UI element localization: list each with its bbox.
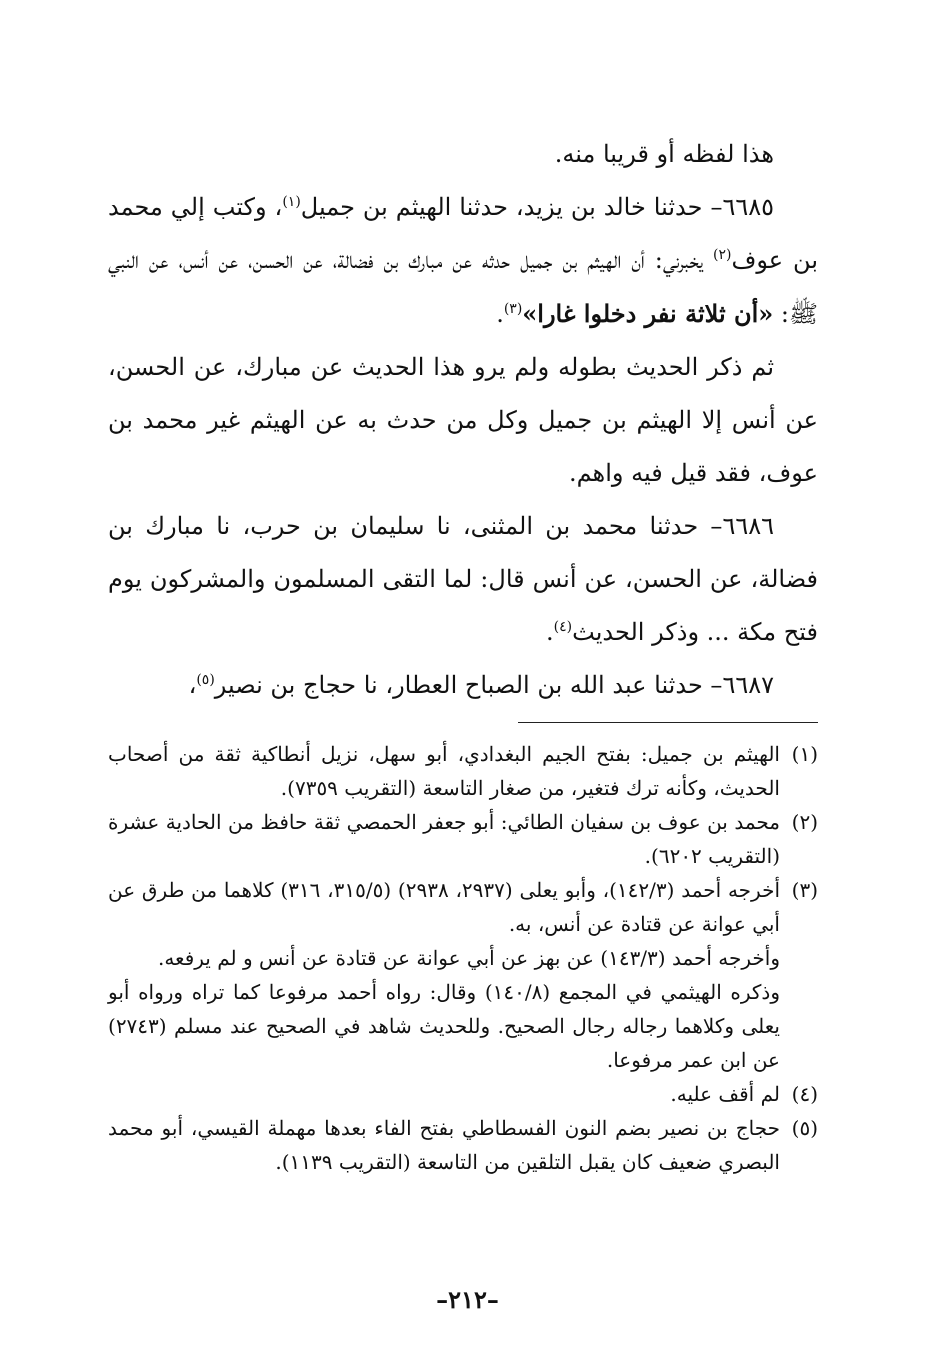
hadith-6685 [108,181,818,341]
hadith-6685-text-c: يخبرني: أن الهيثم بن جميل حدثه عن مبارك بن فضالة، عن الحسن، عن أنس، عن النبي ﷺ: [108,246,818,328]
footnote-2 [108,805,818,873]
main-text [108,128,818,712]
footnote-ref-1[interactable]: (١) [282,194,301,210]
footnote-1 [108,737,818,805]
hadith-6686-text-b: . [546,618,554,646]
footnote-3-part-b: وأخرجه أحمد (١٤٣/٣) عن بهز عن أبي عوانة عن قتادة عن أنس و لم يرفعه. [157,946,780,970]
footnote-text: لم أقف عليه. [670,1082,780,1106]
footnote-number: (٤) [791,1082,818,1106]
footnotes [108,737,818,1179]
footnote-number: (١) [791,742,818,766]
hadith-6686-text-a: ٦٦٨٦– حدثنا محمد بن المثنى، نا سليمان بن حرب، نا مبارك بن فضالة، عن الحسن، عن أنس قال: لما التقى المسلمون والمشركون يوم فتح مكة ... وذكر الحديث [108,512,818,646]
footnote-text [108,873,780,1077]
footnote-text: حجاج بن نصير بضم النون الفسطاطي بفتح الفاء بعدها مهملة القيسي، أبو محمد البصري ضعيف كان يقبل التلقين من التاسعة (التقريب ١١٣٩). [108,1116,780,1174]
hadith-6687-text-a: ٦٦٨٧– حدثنا عبد الله بن الصباح العطار، نا حجاج بن نصير [214,671,774,699]
hadith-6685-text-d: . [496,300,504,328]
footnote-number: (٢) [791,810,818,834]
footnote-ref-2[interactable]: (٢) [713,247,732,263]
footnote-number: (٥) [791,1116,818,1140]
footnote-text: الهيثم بن جميل: بفتح الجيم البغدادي، أبو سهل، نزيل أنطاكية ثقة من أصحاب الحديث، وكأنه ترك فتغير، من صغار التاسعة (التقريب ٧٣٥٩). [108,742,780,800]
page-content [108,128,818,1179]
footnote-text: محمد بن عوف بن سفيان الطائي: أبو جعفر الحمصي ثقة حافظ من الحادية عشرة (التقريب ٦٢٠٢). [108,810,780,868]
page-number: –٢١٢– [436,1285,499,1314]
footnote-3 [108,873,818,1077]
paragraph-1: هذا لفظه أو قريبا منه. [554,140,774,168]
footnote-ref-3[interactable]: (٣) [503,301,523,317]
footnote-3-part-a: أخرجه أحمد (١٤٢/٣)، وأبو يعلى (٢٩٣٧، ٢٩٣٨) (٣١٥/٥، ٣١٦) كلاهما من طرق عن أبي عوانة عن قتادة عن أنس، به. [108,878,780,936]
footnote-ref-4[interactable]: (٤) [553,619,573,635]
hadith-6687-text-b: ، [188,671,197,699]
paragraph-3: ثم ذكر الحديث بطوله ولم يرو هذا الحديث عن مبارك، عن الحسن، عن أنس إلا الهيثم بن جميل وكل من حدث به عن الهيثم غير محمد بن عوف، فقد قيل فيه واهم. [108,353,818,487]
footnote-3-part-c: وذكره الهيثمي في المجمع (١٤٠/٨) وقال: رواه أحمد مرفوعا كما تراه ورواه أبو يعلى وكلاهما رجاله رجال الصحيح. وللحديث شاهد في الصحيح عند مسلم (٢٧٤٣) عن ابن عمر مرفوعا. [108,980,780,1072]
footnote-number: (٣) [791,878,818,902]
hadith-6686 [108,500,818,659]
hadith-6685-text-b: ، وكتب إلي محمد بن عوف [108,193,819,274]
hadith-6685-text-a: ٦٦٨٥– حدثنا خالد بن يزيد، حدثنا الهيثم بن جميل [300,193,775,221]
footnote-4 [108,1077,818,1111]
footnote-ref-5[interactable]: (٥) [196,672,215,688]
footnote-divider [518,722,818,723]
hadith-quote: «أن ثلاثة نفر دخلوا غارا» [522,299,774,328]
footnote-5 [108,1111,818,1179]
hadith-6687 [108,659,818,712]
